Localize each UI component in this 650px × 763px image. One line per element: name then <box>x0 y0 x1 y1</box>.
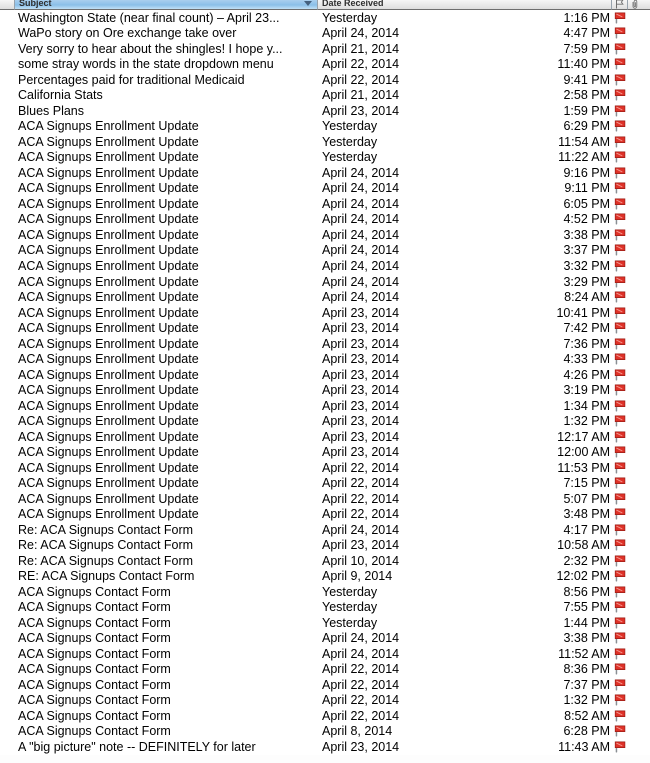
time-cell: 9:11 PM <box>564 181 610 196</box>
subject-cell: ACA Signups Enrollment Update <box>18 196 199 211</box>
time-cell: 11:43 AM <box>558 739 610 754</box>
date-cell: April 24, 2014 <box>322 522 400 537</box>
time-cell: 3:29 PM <box>563 274 610 289</box>
time-cell: 2:32 PM <box>563 553 610 568</box>
subject-cell: ACA Signups Enrollment Update <box>18 367 199 382</box>
subject-cell: ACA Signups Contact Form <box>18 662 171 677</box>
subject-cell: Blues Plans <box>18 103 85 118</box>
message-row[interactable] <box>0 693 650 709</box>
date-cell: April 24, 2014 <box>322 181 400 196</box>
subject-cell: ACA Signups Enrollment Update <box>18 259 199 273</box>
time-cell: 7:37 PM <box>563 677 610 692</box>
flag-icon <box>612 198 628 210</box>
date-cell: April 24, 2014 <box>322 259 400 273</box>
time-cell: 6:29 PM <box>563 119 610 134</box>
time-cell: 11:53 PM <box>557 460 610 475</box>
time-cell: 11:54 AM <box>558 134 610 149</box>
message-row[interactable] <box>0 57 650 73</box>
time-cell: 10:41 PM <box>556 305 610 320</box>
time-cell: 8:24 AM <box>564 290 610 305</box>
date-cell: April 22, 2014 <box>322 677 400 692</box>
time-cell: 11:22 AM <box>558 150 610 165</box>
time-cell: 6:05 PM <box>563 196 610 211</box>
message-row[interactable] <box>0 460 650 476</box>
date-cell: Yesterday <box>322 119 378 134</box>
date-cell: April 23, 2014 <box>322 305 400 320</box>
date-cell: April 24, 2014 <box>322 165 400 180</box>
subject-cell: ACA Signups Enrollment Update <box>18 243 199 258</box>
subject-cell: ACA Signups Enrollment Update <box>18 398 199 413</box>
subject-cell: ACA Signups Contact Form <box>18 724 171 739</box>
message-row[interactable] <box>0 491 650 507</box>
time-cell: 9:16 PM <box>563 165 610 180</box>
time-cell: 1:44 PM <box>563 615 610 630</box>
flag-icon <box>612 89 628 101</box>
subject-cell: ACA Signups Contact Form <box>18 584 171 599</box>
date-cell: April 24, 2014 <box>322 212 400 227</box>
message-row[interactable] <box>0 444 650 460</box>
message-row[interactable] <box>0 739 650 755</box>
subject-cell: Re: ACA Signups Contact Form <box>18 538 194 553</box>
date-cell: April 24, 2014 <box>322 26 400 41</box>
message-row[interactable] <box>0 538 650 554</box>
subject-cell: ACA Signups Contact Form <box>18 677 171 692</box>
flag-icon <box>612 151 628 163</box>
message-list <box>0 10 650 755</box>
time-cell: 3:32 PM <box>563 259 610 273</box>
date-cell: Yesterday <box>322 615 378 630</box>
date-cell: April 22, 2014 <box>322 476 400 491</box>
time-cell: 4:26 PM <box>563 367 610 382</box>
flag-outline-icon <box>615 0 624 9</box>
message-row[interactable] <box>0 181 650 197</box>
time-cell: 12:17 AM <box>557 429 610 444</box>
message-row[interactable] <box>0 522 650 538</box>
subject-cell: ACA Signups Enrollment Update <box>18 429 199 444</box>
subject-cell: ACA Signups Enrollment Update <box>18 227 199 242</box>
message-row[interactable] <box>0 413 650 429</box>
flag-icon <box>612 105 628 117</box>
time-cell: 11:40 PM <box>557 57 610 72</box>
subject-cell: ACA Signups Enrollment Update <box>18 491 199 506</box>
message-row[interactable] <box>0 212 650 228</box>
message-row[interactable] <box>0 134 650 150</box>
message-row[interactable] <box>0 165 650 181</box>
flag-icon <box>612 120 628 132</box>
subject-cell: ACA Signups Contact Form <box>18 600 171 615</box>
date-cell: April 23, 2014 <box>322 103 400 118</box>
time-cell: 8:36 PM <box>563 662 610 677</box>
subject-cell: Re: ACA Signups Contact Form <box>18 522 194 537</box>
flag-icon <box>612 694 628 706</box>
flag-icon <box>612 477 628 489</box>
flag-icon <box>612 58 628 70</box>
date-cell: April 23, 2014 <box>322 321 400 336</box>
flag-icon <box>612 741 628 753</box>
column-header-subject[interactable] <box>15 0 318 10</box>
column-header-attachment[interactable] <box>628 0 650 10</box>
message-row[interactable] <box>0 227 650 243</box>
flag-icon <box>612 12 628 24</box>
date-cell: Yesterday <box>322 10 378 25</box>
time-cell: 4:17 PM <box>563 522 610 537</box>
message-row[interactable] <box>0 708 650 724</box>
time-cell: 9:41 PM <box>563 72 610 87</box>
subject-cell: ACA Signups Enrollment Update <box>18 165 199 180</box>
message-row[interactable] <box>0 305 650 321</box>
message-row[interactable] <box>0 382 650 398</box>
message-row[interactable] <box>0 258 650 274</box>
subject-cell: ACA Signups Enrollment Update <box>18 336 199 351</box>
time-cell: 8:56 PM <box>563 584 610 599</box>
time-cell: 12:00 AM <box>557 445 610 460</box>
message-row[interactable] <box>0 398 650 414</box>
flag-icon <box>612 276 628 288</box>
message-row[interactable] <box>0 41 650 57</box>
message-row[interactable] <box>0 336 650 352</box>
flag-icon <box>612 648 628 660</box>
message-row[interactable] <box>0 26 650 42</box>
date-cell: April 24, 2014 <box>322 227 400 242</box>
date-cell: April 24, 2014 <box>322 631 400 646</box>
flag-icon <box>612 493 628 505</box>
date-cell: April 22, 2014 <box>322 662 400 677</box>
message-row[interactable] <box>0 196 650 212</box>
message-row[interactable] <box>0 724 650 740</box>
flag-icon <box>612 462 628 474</box>
date-cell: Yesterday <box>322 600 378 615</box>
subject-cell: ACA Signups Enrollment Update <box>18 476 199 491</box>
time-cell: 4:47 PM <box>563 26 610 41</box>
subject-cell: ACA Signups Enrollment Update <box>18 460 199 475</box>
subject-cell: Washington State (near final count) – April 23... <box>18 10 280 25</box>
time-cell: 4:52 PM <box>563 212 610 227</box>
subject-cell: ACA Signups Enrollment Update <box>18 181 199 196</box>
date-cell: April 24, 2014 <box>322 196 400 211</box>
subject-cell: California Stats <box>18 88 103 103</box>
time-cell: 11:52 AM <box>558 646 610 661</box>
flag-icon <box>612 555 628 567</box>
date-received-column-label: Date Received <box>322 0 384 8</box>
date-cell: April 24, 2014 <box>322 290 400 305</box>
date-cell: April 23, 2014 <box>322 739 400 754</box>
date-cell: April 23, 2014 <box>322 367 400 382</box>
subject-cell: Very sorry to hear about the shingles! I hope y... <box>18 41 283 56</box>
date-cell: April 24, 2014 <box>322 274 400 289</box>
flag-icon <box>612 617 628 629</box>
flag-icon <box>612 291 628 303</box>
paperclip-icon <box>631 0 639 10</box>
message-row[interactable] <box>0 475 650 491</box>
flag-icon <box>612 586 628 598</box>
flag-icon <box>612 400 628 412</box>
flag-icon <box>612 43 628 55</box>
message-row[interactable] <box>0 429 650 445</box>
message-row[interactable] <box>0 662 650 678</box>
subject-cell: ACA Signups Contact Form <box>18 708 171 723</box>
date-cell: Yesterday <box>322 150 378 165</box>
time-cell: 7:42 PM <box>563 321 610 336</box>
date-cell: Yesterday <box>322 134 378 149</box>
flag-icon <box>612 524 628 536</box>
flag-icon <box>612 260 628 272</box>
date-cell: April 8, 2014 <box>322 724 393 739</box>
subject-cell: ACA Signups Enrollment Update <box>18 445 199 460</box>
date-cell: April 22, 2014 <box>322 507 400 522</box>
flag-icon <box>612 539 628 551</box>
date-cell: April 9, 2014 <box>322 569 393 584</box>
date-cell: April 22, 2014 <box>322 72 400 87</box>
message-row[interactable] <box>0 320 650 336</box>
time-cell: 1:32 PM <box>563 414 610 429</box>
date-cell: April 23, 2014 <box>322 538 400 553</box>
flag-icon <box>612 136 628 148</box>
list-column-headers <box>0 0 650 10</box>
subject-cell: Percentages paid for traditional Medicaid <box>18 72 245 87</box>
date-cell: April 22, 2014 <box>322 693 400 708</box>
subject-cell: Re: ACA Signups Contact Form <box>18 553 194 568</box>
flag-icon <box>612 431 628 443</box>
time-cell: 3:38 PM <box>563 631 610 646</box>
message-row[interactable] <box>0 351 650 367</box>
flag-icon <box>612 601 628 613</box>
subject-cell: ACA Signups Contact Form <box>18 615 171 630</box>
subject-cell: ACA Signups Contact Form <box>18 693 171 708</box>
time-cell: 3:37 PM <box>563 243 610 258</box>
date-cell: April 23, 2014 <box>322 398 400 413</box>
subject-cell: ACA Signups Enrollment Update <box>18 383 199 398</box>
flag-icon <box>612 415 628 427</box>
time-cell: 6:28 PM <box>563 724 610 739</box>
date-cell: April 21, 2014 <box>322 88 400 103</box>
subject-cell: ACA Signups Enrollment Update <box>18 352 199 367</box>
date-cell: April 23, 2014 <box>322 383 400 398</box>
message-row[interactable] <box>0 103 650 119</box>
time-cell: 3:19 PM <box>563 383 610 398</box>
flag-icon <box>612 338 628 350</box>
subject-cell: ACA Signups Enrollment Update <box>18 134 199 149</box>
time-cell: 1:34 PM <box>563 398 610 413</box>
time-cell: 1:59 PM <box>563 103 610 118</box>
subject-column-label: Subject <box>19 0 52 8</box>
message-row[interactable] <box>0 615 650 631</box>
time-cell: 1:32 PM <box>563 693 610 708</box>
date-cell: April 22, 2014 <box>322 57 400 72</box>
flag-icon <box>612 446 628 458</box>
column-header-date-received[interactable] <box>318 0 612 10</box>
time-cell: 4:33 PM <box>563 352 610 367</box>
message-row[interactable] <box>0 507 650 523</box>
subject-cell: A "big picture" note -- DEFINITELY for later <box>18 739 256 754</box>
date-cell: April 23, 2014 <box>322 429 400 444</box>
subject-cell: ACA Signups Enrollment Update <box>18 507 199 522</box>
subject-cell: ACA Signups Contact Form <box>18 631 171 646</box>
flag-icon <box>612 322 628 334</box>
subject-cell: some stray words in the state dropdown menu <box>18 57 274 72</box>
time-cell: 12:02 PM <box>556 569 610 584</box>
message-row[interactable] <box>0 646 650 662</box>
flag-icon <box>612 508 628 520</box>
subject-cell: ACA Signups Enrollment Update <box>18 305 199 320</box>
date-cell: April 22, 2014 <box>322 491 400 506</box>
message-row[interactable] <box>0 677 650 693</box>
subject-cell: ACA Signups Contact Form <box>18 646 171 661</box>
date-cell: April 22, 2014 <box>322 460 400 475</box>
message-row[interactable] <box>0 289 650 305</box>
flag-icon <box>612 167 628 179</box>
message-row[interactable] <box>0 243 650 259</box>
time-cell: 8:52 AM <box>564 708 610 723</box>
date-cell: April 22, 2014 <box>322 708 400 723</box>
flag-icon <box>612 570 628 582</box>
date-cell: April 10, 2014 <box>322 553 400 568</box>
date-cell: April 21, 2014 <box>322 41 400 56</box>
time-cell: 7:36 PM <box>563 336 610 351</box>
date-cell: April 23, 2014 <box>322 414 400 429</box>
time-cell: 7:15 PM <box>563 476 610 491</box>
time-cell: 2:58 PM <box>563 88 610 103</box>
flag-icon <box>612 384 628 396</box>
time-cell: 5:07 PM <box>563 491 610 506</box>
subject-cell: ACA Signups Enrollment Update <box>18 212 199 227</box>
date-cell: April 23, 2014 <box>322 352 400 367</box>
flag-icon <box>612 725 628 737</box>
column-header-flag[interactable] <box>612 0 628 10</box>
flag-icon <box>612 244 628 256</box>
subject-cell: ACA Signups Enrollment Update <box>18 274 199 289</box>
message-row[interactable] <box>0 274 650 290</box>
message-row[interactable] <box>0 72 650 88</box>
subject-cell: WaPo story on Ore exchange take over <box>18 26 237 41</box>
subject-cell: ACA Signups Enrollment Update <box>18 119 199 134</box>
time-cell: 3:48 PM <box>563 507 610 522</box>
message-row[interactable] <box>0 584 650 600</box>
flag-icon <box>612 369 628 381</box>
flag-icon <box>612 353 628 365</box>
message-row[interactable] <box>0 367 650 383</box>
message-row[interactable] <box>0 150 650 166</box>
flag-icon <box>612 632 628 644</box>
date-cell: April 24, 2014 <box>322 243 400 258</box>
flag-icon <box>612 307 628 319</box>
sort-descending-icon <box>304 1 312 6</box>
flag-icon <box>612 710 628 722</box>
date-cell: Yesterday <box>322 584 378 599</box>
time-cell: 10:58 AM <box>557 538 610 553</box>
flag-icon <box>612 213 628 225</box>
subject-cell: ACA Signups Enrollment Update <box>18 414 199 429</box>
subject-cell: ACA Signups Enrollment Update <box>18 290 199 305</box>
column-header-status[interactable] <box>0 0 15 10</box>
flag-icon <box>612 679 628 691</box>
message-row[interactable] <box>0 119 650 135</box>
time-cell: 7:59 PM <box>563 41 610 56</box>
flag-icon <box>612 182 628 194</box>
date-cell: April 23, 2014 <box>322 336 400 351</box>
message-row[interactable] <box>0 10 650 26</box>
subject-cell: ACA Signups Enrollment Update <box>18 150 199 165</box>
time-cell: 1:16 PM <box>563 10 610 25</box>
message-row[interactable] <box>0 569 650 585</box>
flag-icon <box>612 27 628 39</box>
message-row[interactable] <box>0 88 650 104</box>
message-row[interactable] <box>0 553 650 569</box>
message-row[interactable] <box>0 600 650 616</box>
date-cell: April 23, 2014 <box>322 445 400 460</box>
flag-icon <box>612 74 628 86</box>
time-cell: 3:38 PM <box>563 227 610 242</box>
subject-cell: ACA Signups Enrollment Update <box>18 321 199 336</box>
time-cell: 7:55 PM <box>563 600 610 615</box>
message-row[interactable] <box>0 631 650 647</box>
flag-icon <box>612 663 628 675</box>
subject-cell: RE: ACA Signups Contact Form <box>18 569 195 584</box>
date-cell: April 24, 2014 <box>322 646 400 661</box>
flag-icon <box>612 229 628 241</box>
